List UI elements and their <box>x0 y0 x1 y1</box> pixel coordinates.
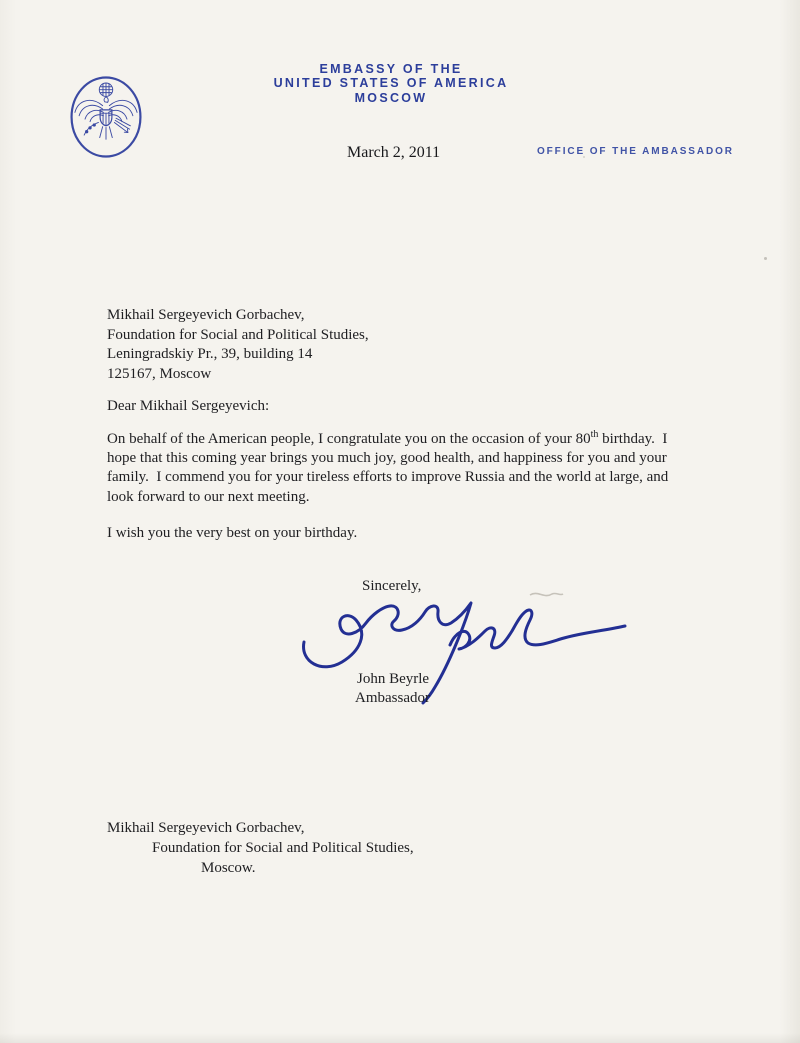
body-paragraph-1 <box>107 430 679 507</box>
pencil-smudge <box>530 593 563 595</box>
cc-line: Foundation for Social and Political Studies, <box>152 840 414 856</box>
recipient-line: Foundation for Social and Political Studies, <box>107 326 369 343</box>
cc-address <box>107 818 414 878</box>
recipient-address <box>107 306 369 384</box>
body-paragraph-1-text: On behalf of the American people, I congratulate you on the occasion of your 80 <box>107 431 591 447</box>
letterhead-line-2: UNITED STATES OF AMERICA <box>273 76 509 91</box>
body-paragraph-2: I wish you the very best on your birthday. <box>107 525 358 541</box>
ordinal-superscript: th <box>590 429 599 440</box>
salutation: Dear Mikhail Sergeyevich: <box>107 398 270 414</box>
body-paragraph-1-rest: birthday. I hope that this coming year brings you much joy, good health, and happiness for you and your family. I commend you for your tireless efforts to improve Russia and the world at large, and look forward to our next meeting. <box>107 431 673 505</box>
valediction: Sincerely, <box>362 578 422 594</box>
cc-line: Moscow. <box>201 860 256 876</box>
recipient-line: Mikhail Sergeyevich Gorbachev, <box>107 307 305 323</box>
recipient-line: Leningradskiy Pr., 39, building 14 <box>107 346 313 363</box>
letterhead <box>191 62 591 105</box>
signer-name: John Beyrle <box>357 671 430 687</box>
scan-speck <box>764 257 767 260</box>
us-great-seal-icon <box>64 72 148 162</box>
letter-date: March 2, 2011 <box>347 144 441 161</box>
signature-icon <box>298 590 628 710</box>
recipient-line: 125167, Moscow <box>107 365 212 382</box>
scan-speck <box>583 156 585 158</box>
letterhead-line-3: MOSCOW <box>354 90 428 105</box>
letterhead-line-1: EMBASSY OF THE <box>319 62 463 76</box>
office-of-ambassador-label: OFFICE OF THE AMBASSADOR <box>537 146 734 157</box>
cc-line: Mikhail Sergeyevich Gorbachev, <box>107 820 305 836</box>
signer-title: Ambassador <box>355 690 430 706</box>
